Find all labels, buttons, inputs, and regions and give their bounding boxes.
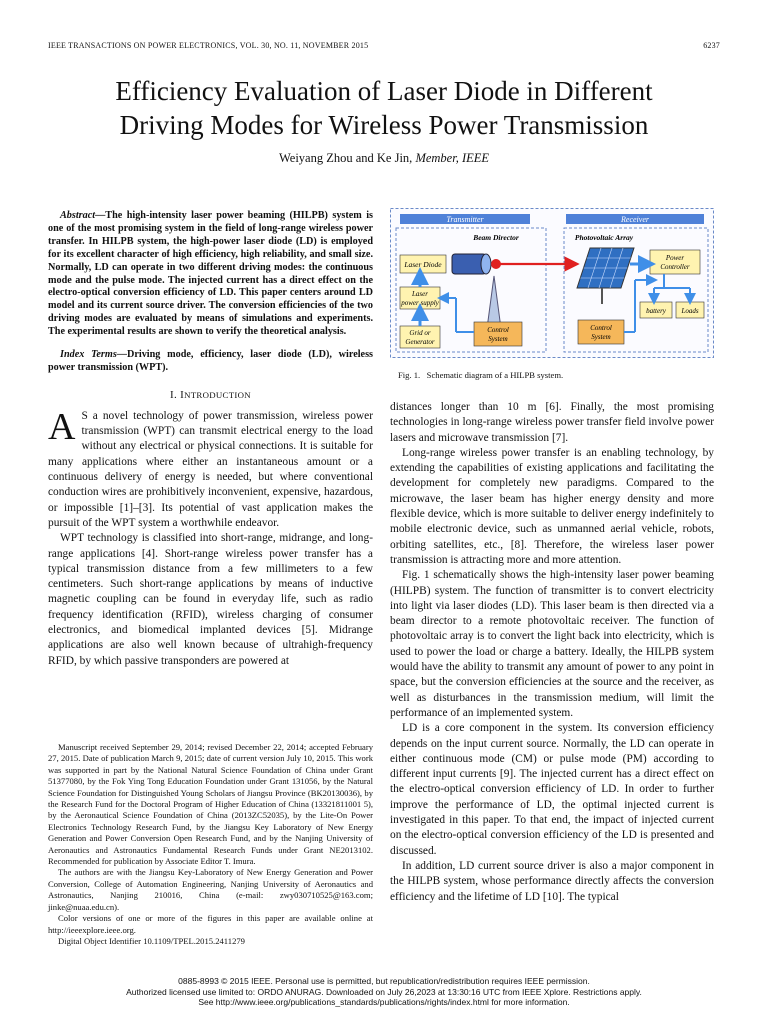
photovoltaic-array-label: Photovoltaic Array: [574, 233, 634, 242]
copyright-notice: 0885-8993 © 2015 IEEE. Personal use is permitted, but republication/redistribution requires IEEE permission.: [178, 976, 590, 986]
transmitter-label: Transmitter: [446, 215, 484, 224]
right-paragraph-5: In addition, LD current source driver is also a major component in the HILPB system, whose performance directly affects the conversion efficiency and the lifetime of LD [10]. The typical: [390, 859, 714, 903]
transmitter-control-label-1: Control: [487, 326, 509, 334]
abstract-text: —The high-intensity laser power beaming (HILPB) system is one of the most promising system in the field of long-range wireless power transfer. In HILPB system, the high-power laser diode (LD) is employed for its excellent character of high efficiency, high reliability, and small size. Normally, LD can operate in two different driving modes: the continuous mode and the pulse mode. The injected current has a direct effect on the electro-optical conversion efficiency of LD. This paper centers around LD model and its current source driver. The conversion efficiencies of the two driving modes are evaluated by means of simulations and experiments. The experimental results are shown to verify the theoretical analysis.: [48, 210, 373, 338]
right-paragraph-3: Fig. 1 schematically shows the high-intensity laser power beaming (HILPB) system. The function of transmitter is to convert electricity into light via laser diodes (LD). This laser beam is then directed via a beam director to a remote photovoltaic receiver. The function of photovoltaic array is to convert the light back into electricity, which is used to power the load or charge a battery. Ideally, the HILPB system would have the ability to transmit any amount of power to any point in space, but the conversion efficiencies at the source and the receiver, as well as disturbances in the transmission medium, will limit the performance of an implemented system.: [390, 569, 714, 719]
index-terms-text: —Driving mode, efficiency, laser diode (LD), wireless power transmission (WPT).: [48, 349, 373, 373]
receiver-label: Receiver: [621, 215, 649, 224]
figure-1-diagram: [390, 208, 714, 358]
grid-generator-label-1: Grid or: [409, 329, 431, 337]
section-initial: I: [180, 388, 185, 401]
intro-body: [48, 405, 373, 669]
index-terms: [48, 349, 373, 375]
right-paragraph-1: distances longer than 10 m [6]. Finally, the most promising technologies in long-range wireless power transfer field involve power lasers and microwave transmission [7].: [390, 401, 714, 444]
intro-paragraph-2: WPT technology is classified into short-range, midrange, and long-range applications [4]. Short-range wireless power transfer has a typical transmission distance from a few millimeters to a few centimeters. Such short-range applications by means of inductive magnetic coupling can be found in everyday life, such as radio frequency identification (RFID), wireless charging of consumer electronics, and biomedical implanted devices [5]. Midrange applications are also well known because of ultrahigh-frequency RFID, by which passive transponders are powered at: [48, 532, 373, 667]
authorized-use-notice: Authorized licensed use limited to: ORDO ANURAG. Downloaded on July 26,2023 at 13:30:16 UTC from IEEE Xplore. Restrictions apply.: [126, 987, 642, 997]
figure-1-caption: [398, 370, 714, 380]
battery-label: battery: [646, 307, 666, 315]
receiver-control-label-1: Control: [590, 324, 612, 332]
authors: Weiyang Zhou and Ke Jin,: [278, 151, 413, 165]
footnote-color-versions: Color versions of one or more of the figures in this paper are available online at http://ieeexplore.ieee.org.: [48, 913, 373, 935]
transmitter-control-label-2: System: [488, 335, 508, 343]
right-column: [390, 208, 714, 905]
section-heading-introduction: [48, 389, 373, 401]
abstract-label: Abstract: [60, 210, 96, 221]
intro-paragraph-1-text: S a novel technology of power transmission, wireless power transmission (WPT) can transmit electrical energy to the load without any electrical or physical connections. It is suitable for many applications where either an instantaneous amount or a continuous delivery of energy is needed, but where conventional conduction wires are prohibitively inconvenient, expensive, hazardous, or impossible [1]–[3]. Its potential of vast application makes the pursuit of the WPT system a worthwhile endeavor.: [48, 409, 373, 529]
page-number: 6237: [703, 41, 720, 50]
section-title-rest: NTRODUCTION: [184, 389, 251, 400]
laser-power-supply-label-1: Laser: [412, 290, 428, 298]
intro-paragraph-1: [48, 405, 373, 531]
receiver-control-label-2: System: [591, 333, 611, 341]
paper-title: [40, 74, 728, 142]
footnote-manuscript: Manuscript received September 29, 2014; revised December 22, 2014; accepted February 27, 2015. Date of publication March 9, 2015; date of current version July 10, 2015. This work was supported in part by the National Natural Science Foundation of China under Grant 51377080, by the Fok Ying Tong Education Foundation under Grant 131056, by the Natural Science Foundation for Distinguished Young Scholars of Jiangsu Province (BK20130036), by the Research Fund for the Doctoral Program of Higher Education of China (13321811001 5), by the Aeronautical Science Foundation of China (2013ZC52035), by the Lite-On Power Electronics Technology Research Fund, by the Jiangsu Key Laboratory of New Energy Generation and Power Conversion Open Research Fund, and by the Nanjing University of Aeronautics and Astronautics Fundamental Research Funds under Grant NE2013102. Recommended for publication by Associate Editor T. Imura.: [48, 742, 373, 867]
title-line-1: Efficiency Evaluation of Laser Diode in Different: [115, 76, 653, 106]
grid-generator-label-2: Generator: [405, 338, 435, 346]
author-line: [0, 151, 768, 166]
right-body: [390, 400, 714, 905]
right-paragraph-2: Long-range wireless power transfer is an enabling technology, by extending the capabilities of existing applications and facilitating the development for completely new paradigms. Compared to the microwave, the laser beam has higher energy density and more flexible device, which is more suitable to deliver energy indefinitely to mobile electronic device, such as unmanned aerial vehicle, robots, orbiting satellites, etc., [8]. Therefore, the wireless laser power transmission is attracting more and more attention.: [390, 446, 714, 566]
rights-info-notice: See http://www.ieee.org/publications_standards/publications/rights/index.html for more information.: [198, 997, 570, 1007]
drop-cap: A: [48, 405, 76, 448]
running-head: [48, 41, 720, 50]
figure-caption-text: Schematic diagram of a HILPB system.: [426, 370, 564, 380]
figure-caption-label: Fig. 1.: [398, 370, 421, 380]
laser-aperture: [481, 254, 491, 274]
power-controller-label-2: Controller: [660, 263, 690, 271]
loads-label: Loads: [681, 307, 699, 315]
abstract: [48, 210, 373, 339]
journal-header: IEEE TRANSACTIONS ON POWER ELECTRONICS, VOL. 30, NO. 11, NOVEMBER 2015: [48, 41, 369, 50]
footnote-doi: Digital Object Identifier 10.1109/TPEL.2015.2411279: [58, 935, 245, 946]
author-role: Member, IEEE: [415, 151, 490, 165]
section-numeral: I.: [170, 388, 178, 401]
beam-director-label: Beam Director: [473, 233, 519, 242]
laser-diode-label: Laser Diode: [404, 260, 442, 269]
footnote-affiliation: The authors are with the Jiangsu Key-Laboratory of New Energy Generation and Power Conversion, College of Automation Engineering, Nanjing University of Aeronautics and Astronautics, Nanjing 210016, China (e-mail: zwy030710525@163.com; jinke@nuaa.edu.cn).: [48, 867, 373, 912]
power-controller-label-1: Power: [665, 254, 685, 262]
left-column: [48, 208, 373, 669]
title-line-2: Driving Modes for Wireless Power Transmission: [119, 110, 649, 140]
first-page-footnote: [48, 742, 373, 947]
right-paragraph-4: LD is a core component in the system. Its conversion efficiency depends on the input current source. Normally, the LD can operate in either continuous mode (CM) or pulse mode (PM) according to different input currents [9]. The injected current has a direct effect on the electro-optical conversion efficiency of LD. In order to further improve the performance of LD, the optimal injected current is investigated in this paper. To that end, the impact of injected current on the electro-optical conversion efficiency of the LD is presented and discussed.: [390, 722, 714, 857]
index-terms-label: Index Terms: [60, 349, 117, 361]
laser-power-supply-label-2: power supply: [401, 299, 439, 307]
